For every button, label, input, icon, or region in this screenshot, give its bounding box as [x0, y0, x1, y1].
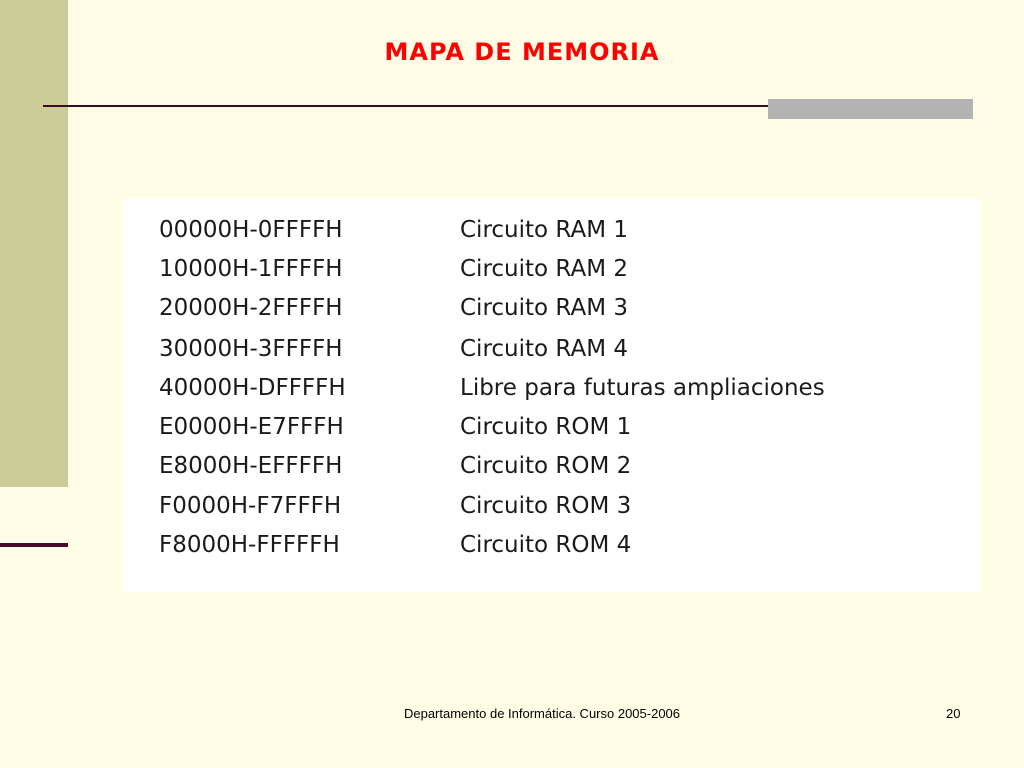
region-description: Circuito RAM 4	[460, 336, 628, 362]
page-number: 20	[946, 706, 961, 721]
address-range: F8000H-FFFFFH	[159, 532, 340, 558]
memory-map-row	[124, 336, 980, 372]
address-range: E0000H-E7FFFH	[159, 414, 344, 440]
address-range: 10000H-1FFFFH	[159, 256, 343, 282]
divider-accent-block	[768, 99, 973, 119]
left-decorative-bar	[0, 0, 68, 487]
address-range: 00000H-0FFFFH	[159, 217, 343, 243]
address-range: 30000H-3FFFFH	[159, 336, 343, 362]
memory-map-row	[124, 217, 980, 253]
region-description: Circuito ROM 3	[460, 493, 632, 519]
region-description: Circuito RAM 2	[460, 256, 628, 282]
memory-map-row	[124, 453, 980, 489]
address-range: 20000H-2FFFFH	[159, 295, 343, 321]
title-divider	[43, 105, 783, 107]
region-description: Libre para futuras ampliaciones	[460, 375, 825, 401]
region-description: Circuito ROM 1	[460, 414, 632, 440]
region-description: Circuito RAM 1	[460, 217, 628, 243]
memory-map-row	[124, 532, 980, 568]
memory-map-row	[124, 295, 980, 331]
slide-title: MAPA DE MEMORIA	[384, 38, 660, 66]
region-description: Circuito RAM 3	[460, 295, 628, 321]
memory-map-row	[124, 375, 980, 411]
left-accent-line	[0, 543, 68, 547]
memory-map-row	[124, 256, 980, 292]
memory-map-row	[124, 493, 980, 529]
address-range: F0000H-F7FFFH	[159, 493, 342, 519]
memory-map-row	[124, 414, 980, 450]
address-range: E8000H-EFFFFH	[159, 453, 343, 479]
address-range: 40000H-DFFFFH	[159, 375, 346, 401]
memory-map-table	[124, 198, 980, 592]
slide-footer: Departamento de Informática. Curso 2005-2006	[403, 706, 681, 721]
region-description: Circuito ROM 4	[460, 532, 632, 558]
region-description: Circuito ROM 2	[460, 453, 632, 479]
